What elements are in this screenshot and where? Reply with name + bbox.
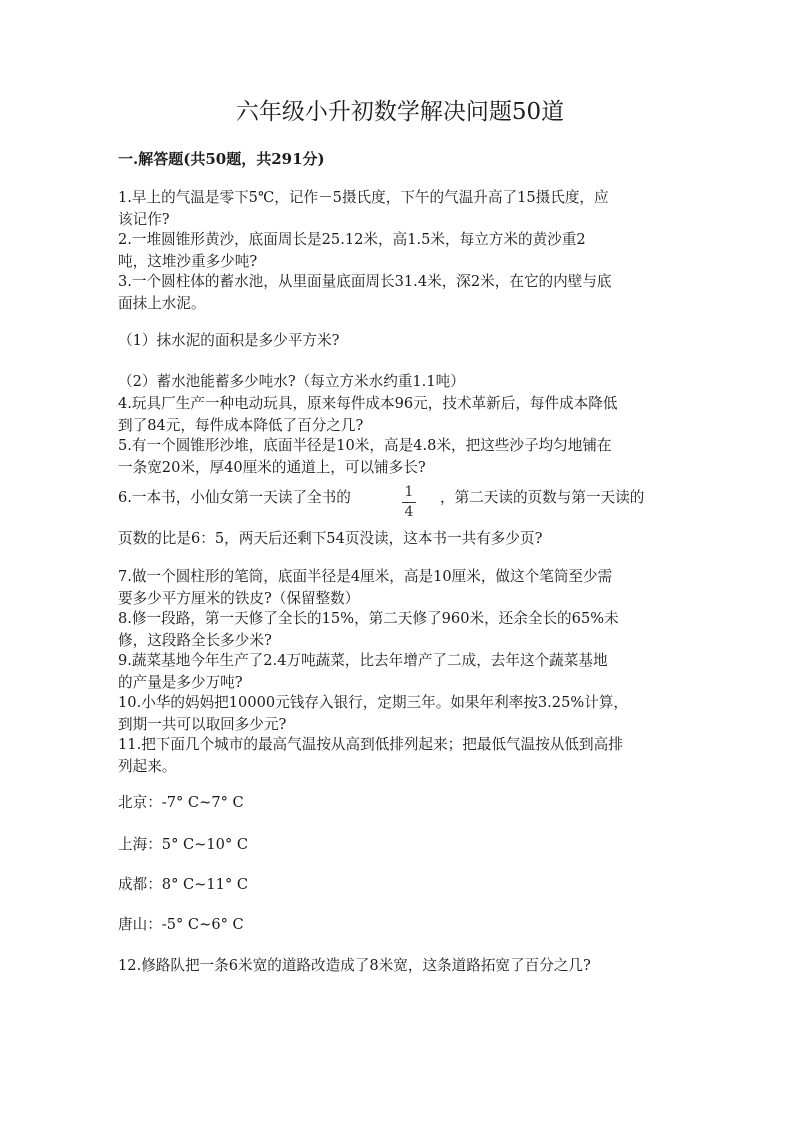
question-10-line-1: 10.小华的妈妈把10000元钱存入银行，定期三年。如果年利率按3.25%计算， (118, 694, 629, 711)
question-7-line-1: 7.做一个圆柱形的笔筒，底面半径是4厘米，高是10厘米，做这个笔筒至少需 (118, 568, 613, 585)
city-temperature-shanghai (118, 834, 684, 856)
question-1-line-1: 1.早上的气温是零下5℃，记作－5摄氏度，下午的气温升高了15摄氏度，应 (118, 189, 609, 206)
city-temperature-beijing-text: 北京：-7° C~7° C (118, 794, 244, 811)
question-5 (118, 435, 684, 479)
fraction-denominator: 4 (404, 504, 414, 520)
question-4-line-1: 4.玩具厂生产一种电动玩具，原来每件成本96元，技术革新后，每件成本降低 (118, 395, 618, 412)
city-temperature-chengdu-text: 成都：8° C~11° C (118, 876, 249, 893)
fraction-bar (402, 502, 416, 503)
question-8 (118, 608, 684, 652)
city-temperature-shanghai-text: 上海：5° C~10° C (118, 836, 249, 853)
city-temperature-tangshan-text: 唐山：-5° C~6° C (118, 916, 244, 933)
question-10-line-2: 到期一共可以取回多少元? (118, 716, 287, 733)
question-6-text-after-fraction: ，第二天读的页数与第一天读的 (440, 489, 645, 506)
fraction-one-quarter (400, 484, 418, 521)
question-8-line-2: 修，这段路全长多少米? (118, 632, 272, 649)
question-11-line-2: 列起来。 (118, 758, 177, 775)
question-4 (118, 393, 684, 437)
question-10 (118, 692, 684, 736)
question-11 (118, 734, 684, 778)
question-6-text-before-fraction: 6.一本书，小仙女第一天读了全书的 (118, 489, 351, 506)
city-temperature-chengdu (118, 874, 684, 896)
question-7 (118, 566, 684, 610)
question-7-line-2: 要多少平方厘米的铁皮?（保留整数） (118, 590, 360, 607)
question-1-line-2: 该记作? (118, 211, 170, 228)
fraction-numerator: 1 (404, 484, 414, 500)
question-5-line-2: 一条宽20米，厚40厘米的通道上，可以铺多长? (118, 459, 426, 476)
question-6-text-line-2: 页数的比是6：5，两天后还剩下54页没读，这本书一共有多少页? (118, 530, 543, 547)
question-3-part-1 (118, 330, 684, 352)
question-3 (118, 271, 684, 315)
question-4-line-2: 到了84元，每件成本降低了百分之几? (118, 417, 364, 434)
section-heading: 一.解答题(共50题，共291分) (118, 150, 325, 168)
city-temperature-beijing (118, 792, 684, 814)
question-12-text: 12.修路队把一条6米宽的道路改造成了8米宽，这条道路拓宽了百分之几? (118, 957, 591, 974)
question-3-line-1: 3.一个圆柱体的蓄水池，从里面量底面周长31.4米，深2米，在它的内壁与底 (118, 273, 612, 290)
question-6-line-1-before (118, 487, 378, 509)
question-6-line-2 (118, 528, 684, 550)
question-11-line-1: 11.把下面几个城市的最高气温按从高到低排列起来；把最低气温按从低到高排 (118, 736, 623, 753)
question-5-line-1: 5.有一个圆锥形沙堆，底面半径是10米，高是4.8米，把这些沙子均匀地铺在 (118, 437, 612, 454)
question-9-line-2: 的产量是多少万吨? (118, 674, 243, 691)
question-3-part-1-text: （1）抹水泥的面积是多少平方米? (118, 332, 340, 349)
question-2-line-2: 吨，这堆沙重多少吨? (118, 253, 258, 270)
page-title: 六年级小升初数学解决问题50道 (235, 99, 565, 125)
question-9 (118, 650, 684, 694)
question-1 (118, 187, 684, 231)
question-12 (118, 955, 684, 977)
question-9-line-1: 9.蔬菜基地今年生产了2.4万吨蔬菜，比去年增产了二成，去年这个蔬菜基地 (118, 652, 608, 669)
question-3-part-2 (118, 371, 684, 393)
question-2 (118, 229, 684, 273)
question-6-line-1-after (440, 487, 684, 509)
question-2-line-1: 2.一堆圆锥形黄沙，底面周长是25.12米，高1.5米，每立方米的黄沙重2 (118, 231, 586, 248)
city-temperature-tangshan (118, 914, 684, 936)
question-8-line-1: 8.修一段路，第一天修了全长的15%，第二天修了960米，还余全长的65%未 (118, 610, 619, 627)
question-3-part-2-text: （2）蓄水池能蓄多少吨水?（每立方米水约重1.1吨） (118, 373, 465, 390)
question-3-line-2: 面抹上水泥。 (118, 295, 206, 312)
